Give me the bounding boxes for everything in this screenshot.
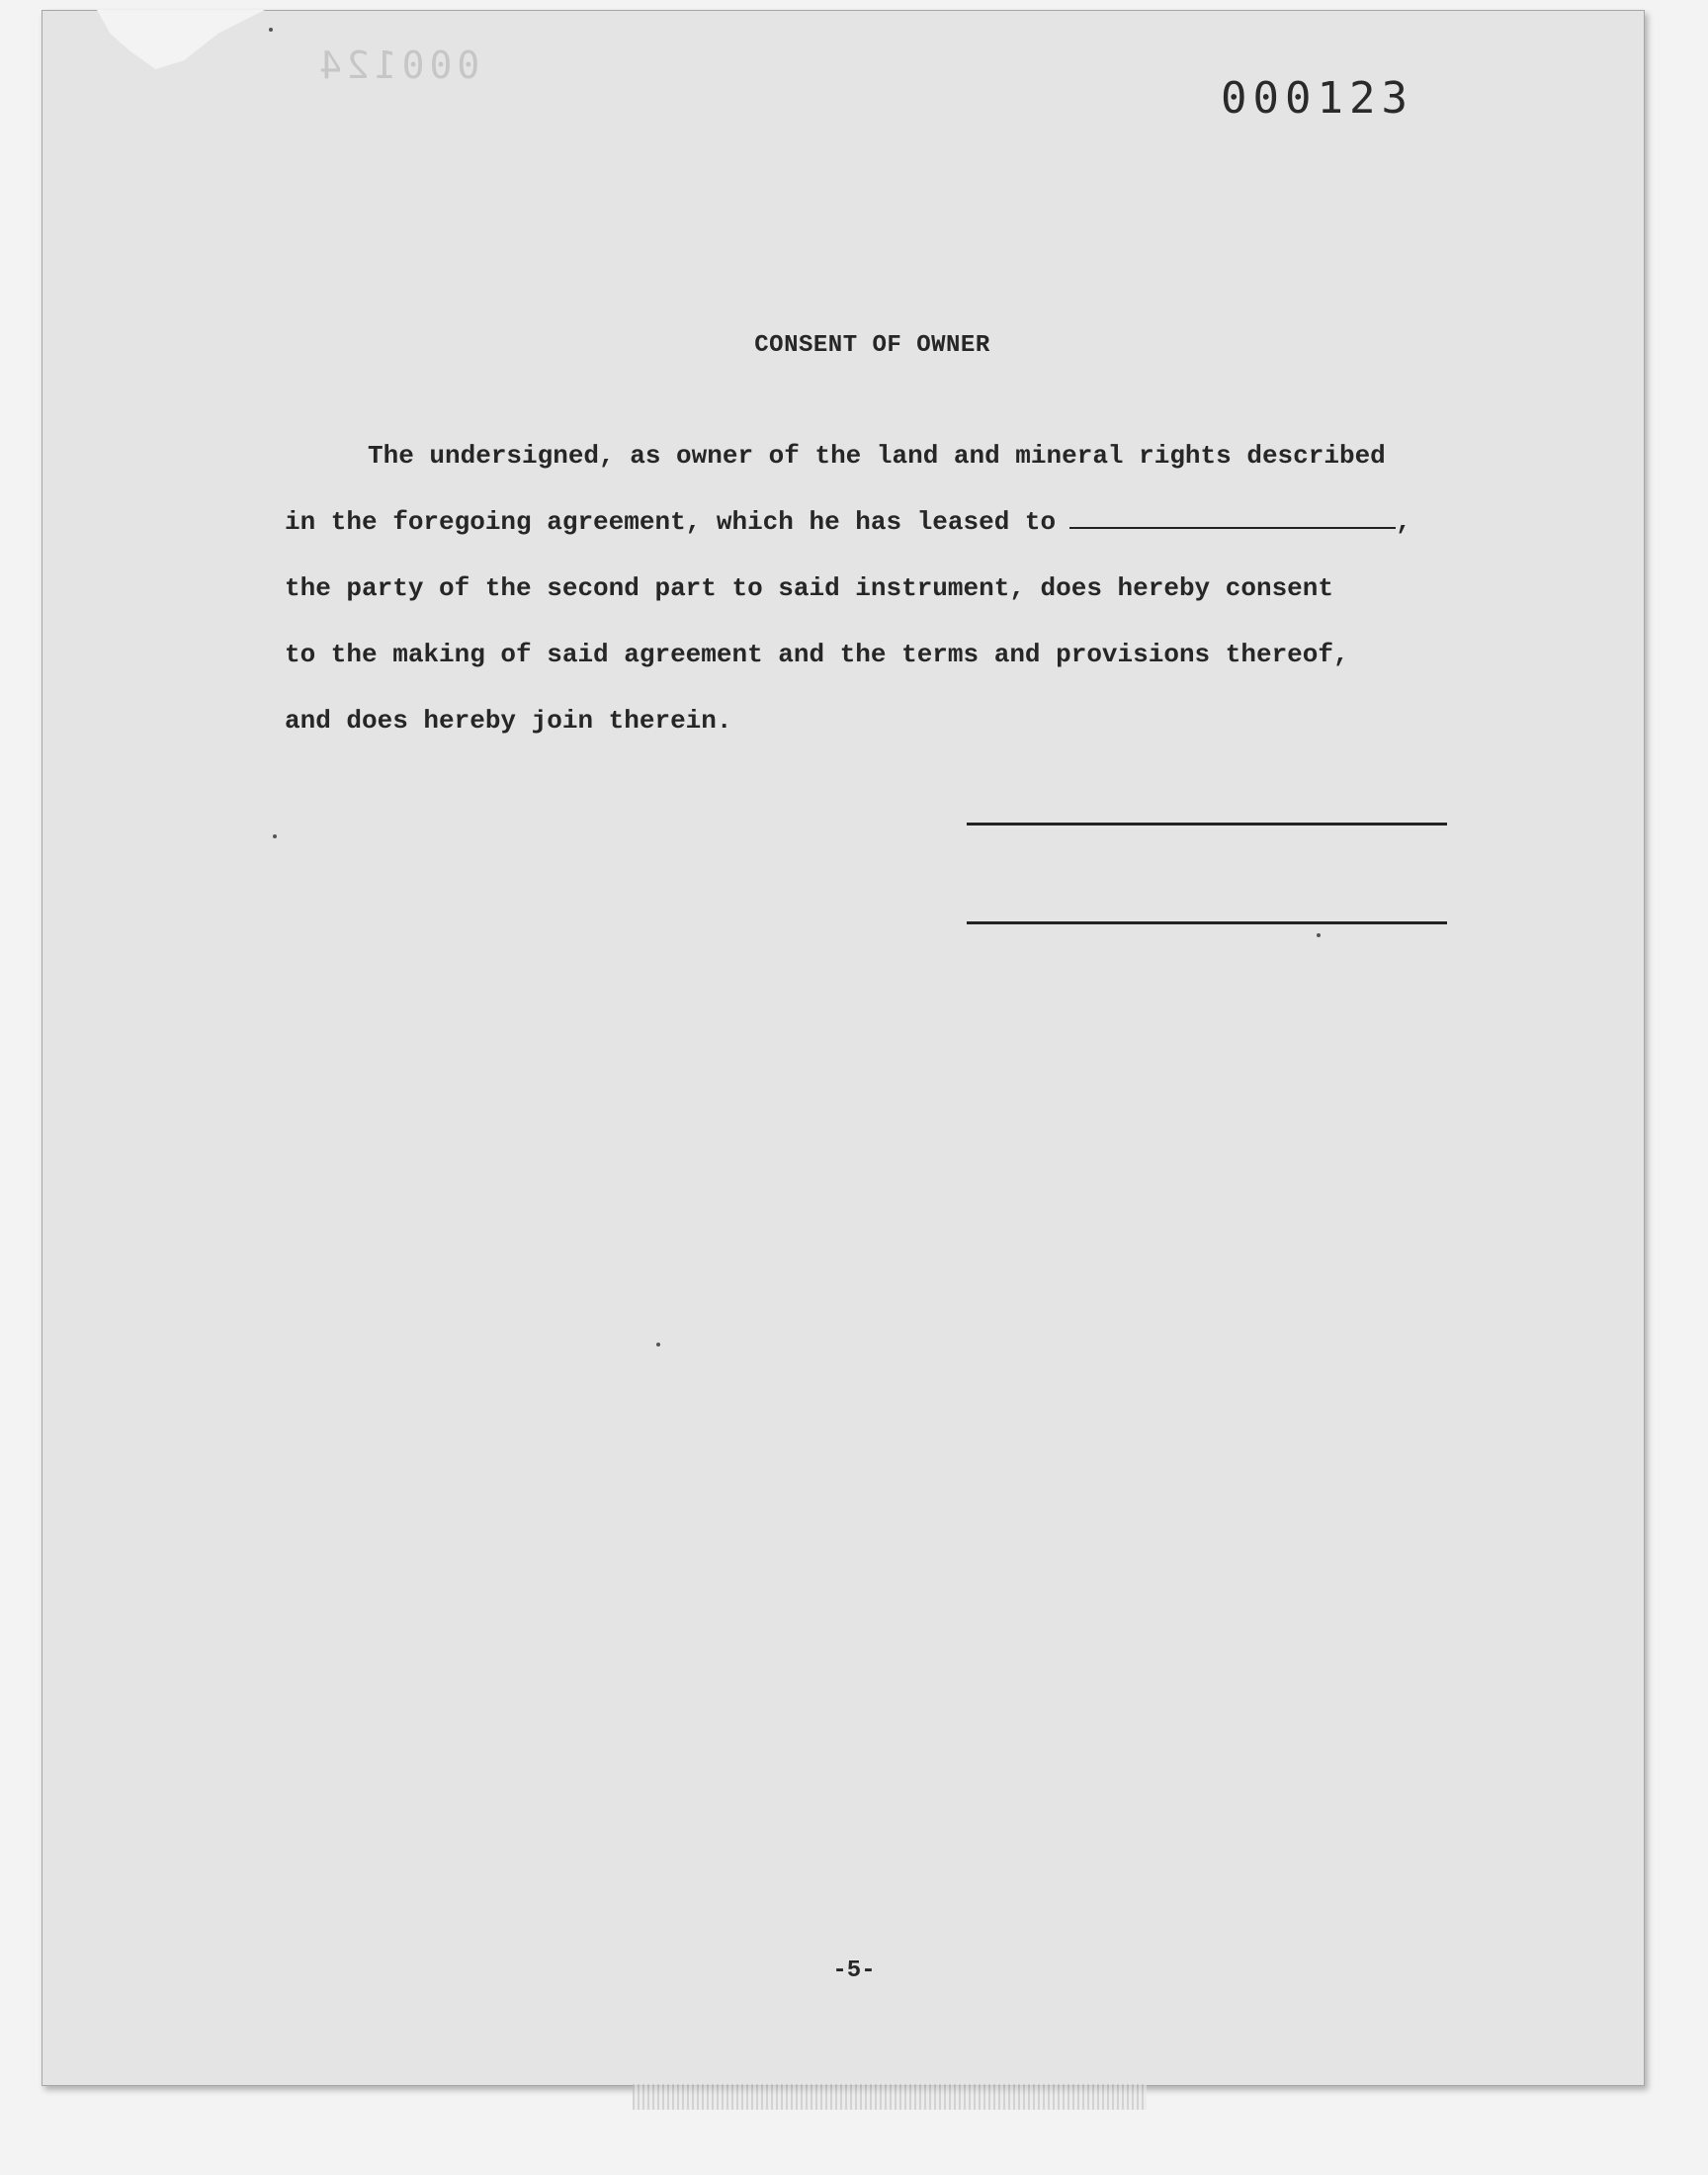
document-page [42, 10, 1645, 2086]
paper-speck [1317, 933, 1321, 937]
control-number-stamp: 000123 [1221, 73, 1413, 124]
paragraph-line: and does hereby join therein. [285, 706, 732, 736]
paragraph-line: the party of the second part to said instrument, does hereby consent [285, 573, 1333, 603]
bleed-through-number: 000124 [314, 44, 480, 87]
scan-artifact [633, 2084, 1147, 2110]
signature-line [967, 921, 1447, 924]
paragraph-line-text: in the foregoing agreement, which he has leased to [285, 507, 1057, 537]
paragraph-line: to the making of said agreement and the terms and provisions thereof, [285, 640, 1349, 669]
paragraph-line: The undersigned, as owner of the land and mineral rights described [368, 441, 1386, 471]
paper-speck [656, 1343, 660, 1347]
paragraph-line-with-blank [285, 489, 1471, 556]
consent-paragraph [285, 423, 1471, 754]
page-number: -5- [832, 1958, 876, 1984]
paper-speck [273, 834, 277, 838]
document-title: CONSENT OF OWNER [754, 332, 990, 359]
paper-speck [269, 28, 273, 32]
blank-comma: , [1396, 507, 1411, 537]
lessee-name-blank [1069, 503, 1396, 529]
signature-line [967, 823, 1447, 826]
